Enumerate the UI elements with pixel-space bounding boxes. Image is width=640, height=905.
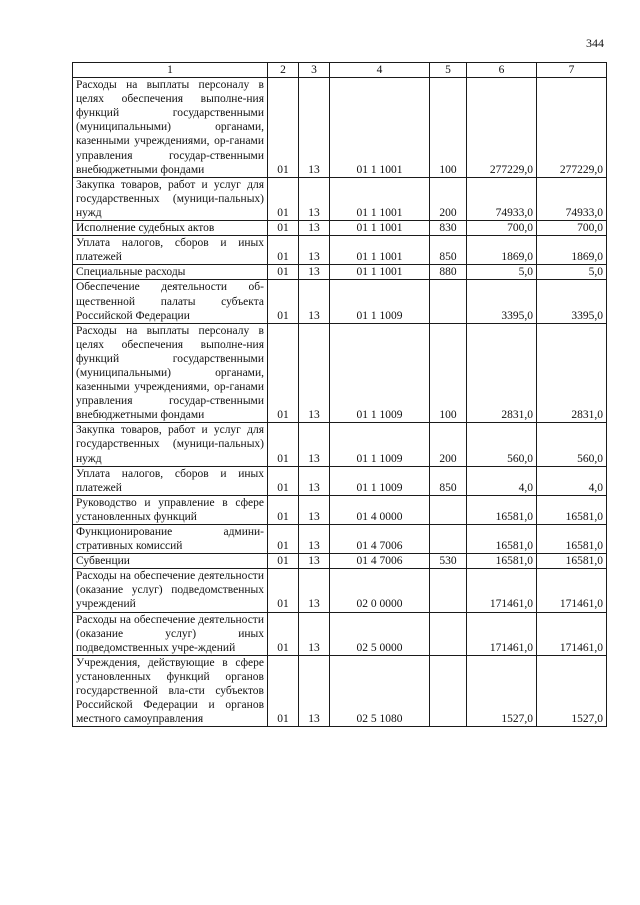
table-row — [73, 78, 607, 178]
row-name: Исполнение судебных актов — [73, 221, 268, 236]
amount-col7: 16581,0 — [537, 525, 607, 554]
amount-col6: 277229,0 — [467, 78, 537, 178]
target-item-code: 01 1 1001 — [330, 265, 430, 280]
section-code: 01 — [268, 466, 299, 495]
section-code: 01 — [268, 554, 299, 569]
expense-type-code: 850 — [430, 466, 467, 495]
subsection-code: 13 — [299, 495, 330, 524]
subsection-code: 13 — [299, 569, 330, 612]
table-row — [73, 612, 607, 655]
expense-type-code: 880 — [430, 265, 467, 280]
row-name: Руководство и управление в сфере установленных функций — [73, 495, 268, 524]
target-item-code: 01 1 1001 — [330, 236, 430, 265]
target-item-code: 01 1 1001 — [330, 78, 430, 178]
amount-col6: 16581,0 — [467, 495, 537, 524]
expense-type-code: 830 — [430, 221, 467, 236]
amount-col6: 3395,0 — [467, 280, 537, 323]
subsection-code: 13 — [299, 78, 330, 178]
amount-col7: 16581,0 — [537, 554, 607, 569]
table-row — [73, 569, 607, 612]
subsection-code: 13 — [299, 525, 330, 554]
subsection-code: 13 — [299, 236, 330, 265]
page-number: 344 — [586, 36, 604, 50]
header-row — [73, 63, 607, 78]
table-row — [73, 265, 607, 280]
amount-col6: 560,0 — [467, 423, 537, 466]
row-name: Уплата налогов, сборов и иных платежей — [73, 236, 268, 265]
table-row — [73, 423, 607, 466]
subsection-code: 13 — [299, 221, 330, 236]
amount-col7: 560,0 — [537, 423, 607, 466]
subsection-code: 13 — [299, 466, 330, 495]
subsection-code: 13 — [299, 265, 330, 280]
target-item-code: 01 1 1001 — [330, 221, 430, 236]
target-item-code: 01 1 1001 — [330, 177, 430, 220]
section-code: 01 — [268, 265, 299, 280]
section-code: 01 — [268, 423, 299, 466]
amount-col6: 16581,0 — [467, 554, 537, 569]
row-name: Функционирование админи-стративных комиссий — [73, 525, 268, 554]
section-code: 01 — [268, 177, 299, 220]
column-header-1: 1 — [73, 63, 268, 78]
section-code: 01 — [268, 221, 299, 236]
amount-col6: 1527,0 — [467, 655, 537, 726]
column-header-2: 2 — [268, 63, 299, 78]
subsection-code: 13 — [299, 554, 330, 569]
target-item-code: 01 1 1009 — [330, 423, 430, 466]
table-row — [73, 554, 607, 569]
amount-col6: 700,0 — [467, 221, 537, 236]
section-code: 01 — [268, 525, 299, 554]
table-row — [73, 525, 607, 554]
row-name: Специальные расходы — [73, 265, 268, 280]
amount-col6: 171461,0 — [467, 569, 537, 612]
table-row — [73, 323, 607, 423]
subsection-code: 13 — [299, 177, 330, 220]
subsection-code: 13 — [299, 612, 330, 655]
row-name: Закупка товаров, работ и услуг для государственных (муници-пальных) нужд — [73, 177, 268, 220]
section-code: 01 — [268, 655, 299, 726]
amount-col7: 277229,0 — [537, 78, 607, 178]
column-header-5: 5 — [430, 63, 467, 78]
target-item-code: 01 1 1009 — [330, 323, 430, 423]
target-item-code: 01 1 1009 — [330, 280, 430, 323]
amount-col7: 16581,0 — [537, 495, 607, 524]
subsection-code: 13 — [299, 655, 330, 726]
column-header-4: 4 — [330, 63, 430, 78]
table-row — [73, 466, 607, 495]
section-code: 01 — [268, 495, 299, 524]
target-item-code: 01 4 7006 — [330, 554, 430, 569]
expense-type-code: 100 — [430, 78, 467, 178]
target-item-code: 01 1 1009 — [330, 466, 430, 495]
target-item-code: 01 4 7006 — [330, 525, 430, 554]
section-code: 01 — [268, 612, 299, 655]
row-name: Расходы на обеспечение деятельности (оказание услуг) иных подведомственных учре-ждений — [73, 612, 268, 655]
column-header-6: 6 — [467, 63, 537, 78]
row-name: Расходы на выплаты персоналу в целях обеспечения выполне-ния функций государственными (муниципальными) органами, казенными учреждениями, ор-ганами управления государ-ственными внебюджетными фондами — [73, 78, 268, 178]
target-item-code: 01 4 0000 — [330, 495, 430, 524]
column-header-7: 7 — [537, 63, 607, 78]
expense-type-code — [430, 612, 467, 655]
expense-type-code: 100 — [430, 323, 467, 423]
amount-col6: 1869,0 — [467, 236, 537, 265]
subsection-code: 13 — [299, 323, 330, 423]
row-name: Субвенции — [73, 554, 268, 569]
amount-col7: 5,0 — [537, 265, 607, 280]
budget-table — [72, 62, 607, 727]
amount-col7: 1527,0 — [537, 655, 607, 726]
amount-col6: 74933,0 — [467, 177, 537, 220]
expense-type-code: 200 — [430, 423, 467, 466]
amount-col7: 3395,0 — [537, 280, 607, 323]
target-item-code: 02 5 1080 — [330, 655, 430, 726]
subsection-code: 13 — [299, 423, 330, 466]
table-row — [73, 280, 607, 323]
section-code: 01 — [268, 569, 299, 612]
row-name: Расходы на выплаты персоналу в целях обеспечения выполне-ния функций государственными (муниципальными) органами, казенными учреждениями, ор-ганами управления государ-ственными внебюджетными фондами — [73, 323, 268, 423]
expense-type-code — [430, 280, 467, 323]
amount-col7: 171461,0 — [537, 612, 607, 655]
table-row — [73, 177, 607, 220]
amount-col7: 4,0 — [537, 466, 607, 495]
row-name: Обеспечение деятельности об-щественной палаты субъекта Российской Федерации — [73, 280, 268, 323]
expense-type-code: 530 — [430, 554, 467, 569]
table-row — [73, 655, 607, 726]
expense-type-code — [430, 569, 467, 612]
expense-type-code — [430, 525, 467, 554]
section-code: 01 — [268, 280, 299, 323]
row-name: Уплата налогов, сборов и иных платежей — [73, 466, 268, 495]
amount-col6: 171461,0 — [467, 612, 537, 655]
amount-col7: 171461,0 — [537, 569, 607, 612]
amount-col7: 700,0 — [537, 221, 607, 236]
table-row — [73, 221, 607, 236]
amount-col6: 4,0 — [467, 466, 537, 495]
table-row — [73, 495, 607, 524]
amount-col7: 74933,0 — [537, 177, 607, 220]
expense-type-code — [430, 495, 467, 524]
table-row — [73, 236, 607, 265]
expense-type-code — [430, 655, 467, 726]
section-code: 01 — [268, 236, 299, 265]
row-name: Расходы на обеспечение деятельности (оказание услуг) подведомственных учреждений — [73, 569, 268, 612]
amount-col7: 1869,0 — [537, 236, 607, 265]
expense-type-code: 850 — [430, 236, 467, 265]
target-item-code: 02 0 0000 — [330, 569, 430, 612]
expense-type-code: 200 — [430, 177, 467, 220]
row-name: Закупка товаров, работ и услуг для государственных (муници-пальных) нужд — [73, 423, 268, 466]
amount-col6: 5,0 — [467, 265, 537, 280]
target-item-code: 02 5 0000 — [330, 612, 430, 655]
column-header-3: 3 — [299, 63, 330, 78]
amount-col6: 2831,0 — [467, 323, 537, 423]
section-code: 01 — [268, 78, 299, 178]
row-name: Учреждения, действующие в сфере установленных функций органов государственной вла-сти субъектов Российской Федерации и органов местного самоуправления — [73, 655, 268, 726]
section-code: 01 — [268, 323, 299, 423]
amount-col6: 16581,0 — [467, 525, 537, 554]
amount-col7: 2831,0 — [537, 323, 607, 423]
subsection-code: 13 — [299, 280, 330, 323]
